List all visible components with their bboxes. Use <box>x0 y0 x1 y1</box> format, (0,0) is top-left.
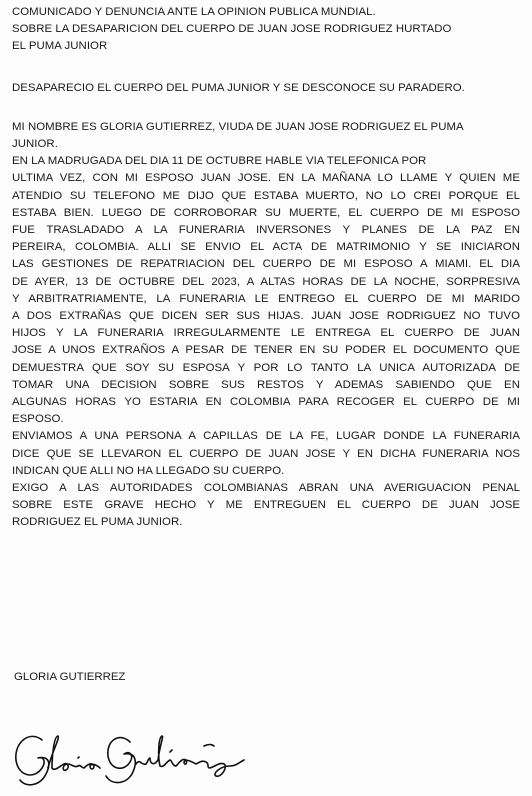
body1-line-2: ULTIMA VEZ, CON MI ESPOSO JUAN JOSE. EN LA MAÑANA LO LLAME Y QUIEN ME <box>12 172 520 185</box>
body2-line-3: INDICAN QUE ALLI NO HA LLEGADO SU CUERPO. <box>12 464 285 477</box>
body1-line-9: Y ARBITRATRIAMENTE, LA FUNERARIA LE ENTREGO EL CUERPO DE MI MARIDO <box>12 292 520 305</box>
header-line-3: EL PUMA JUNIOR <box>12 40 108 53</box>
body1-line-13: DEMUESTRA QUE SOY SU ESPOSA Y POR LO TANTO LA UNICA AUTORIZADA DE <box>12 361 520 374</box>
intro-line-2: JUNIOR. <box>12 138 58 151</box>
body1-line-10: A DOS EXTRAÑAS QUE DICEN SER SUS HIJAS. JUAN JOSE RODRIGUEZ NO TUVO <box>12 310 520 323</box>
body1-line-5: FUE TRASLADADO A LA FUNERARIA INVERSONES Y PLANES DE LA PAZ EN <box>12 224 520 237</box>
body1-line-7: LAS GESTIONES DE REPATRIACION DEL CUERPO DE MI ESPOSO A MIAMI. EL DIA <box>12 258 520 271</box>
body1-line-16: ESPOSO. <box>12 413 64 426</box>
handwritten-signature <box>8 722 248 794</box>
headline: DESAPARECIO EL CUERPO DEL PUMA JUNIOR Y SE DESCONOCE SU PARADERO. <box>12 81 465 94</box>
intro-line-1: MI NOMBRE ES GLORIA GUTIERREZ, VIUDA DE JUAN JOSE RODRIGUEZ EL PUMA <box>12 120 464 133</box>
body3-line-1: EXIGO A LAS AUTORIDADES COLOMBIANAS ABRAN UNA AVERIGUACION PENAL <box>12 482 520 495</box>
body1-line-15: ALGUNAS HORAS YO ESTARIA EN COLOMBIA PARA RECOGER EL CUERPO DE MI <box>12 396 520 409</box>
body1-line-3: ATENDIO SU TELEFONO ME DIJO QUE ESTABA MUERTO, NO LO CREI PORQUE EL <box>12 189 520 202</box>
signer-name: GLORIA GUTIERREZ <box>14 671 126 683</box>
body1-line-12: JOSE A UNOS EXTRAÑOS A PESAR DE TENER EN SU PODER EL DOCUMENTO QUE <box>12 344 520 357</box>
body2-line-1: ENVIAMOS A UNA PERSONA A CAPILLAS DE LA FE, LUGAR DONDE LA FUNERARIA <box>12 430 520 443</box>
body3-line-3: RODRIGUEZ EL PUMA JUNIOR. <box>12 516 183 529</box>
body1-line-8: DE AYER, 13 DE OCTUBRE DEL 2023, A ALTAS HORAS DE LA NOCHE, SORPRESIVA <box>12 275 520 288</box>
body3-line-2: SOBRE ESTE GRAVE HECHO Y ME ENTREGUEN EL CUERPO DE JUAN JOSE <box>12 499 520 512</box>
body2-line-2: DICE QUE SE LLEVARON EL CUERPO DE JUAN JOSE Y EN DICHA FUNERARIA NOS <box>12 447 520 460</box>
header-line-1: COMUNICADO Y DENUNCIA ANTE LA OPINION PUBLICA MUNDIAL. <box>12 6 376 18</box>
body1-line-4: ESTABA BIEN. LUEGO DE CORROBORAR SU MUERTE, EL CUERPO DE MI ESPOSO <box>12 206 520 219</box>
body1-line-1: EN LA MADRUGADA DEL DIA 11 DE OCTUBRE HABLE VIA TELEFONICA POR <box>12 155 427 168</box>
body1-line-11: HIJOS Y LA FUNERARIA IRREGULARMENTE LE ENTREGA EL CUERPO DE JUAN <box>12 327 520 340</box>
body1-line-14: TOMAR UNA DECISION SOBRE SUS RESTOS Y ADEMAS SABIENDO QUE EN <box>12 378 520 391</box>
body1-line-6: PEREIRA, COLOMBIA. ALLI SE ENVIO EL ACTA DE MATRIMONIO Y SE INICIARON <box>12 241 520 254</box>
letter-body <box>12 4 520 532</box>
header-line-2: SOBRE LA DESAPARICION DEL CUERPO DE JUAN JOSE RODRIGUEZ HURTADO <box>12 23 452 36</box>
